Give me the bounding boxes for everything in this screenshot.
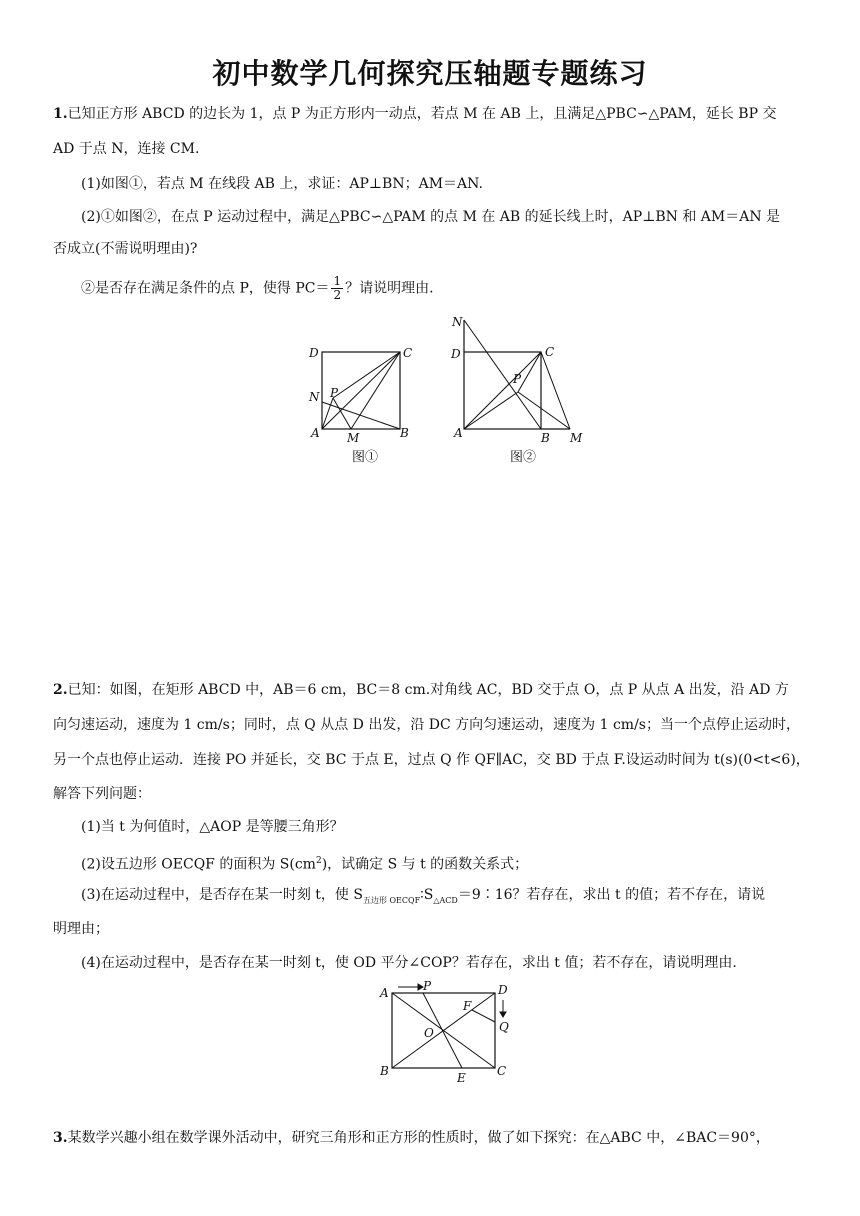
q1-part3 [81,275,841,302]
q2-text1: 已知：如图，在矩形 ABCD 中，AB＝6 cm，BC＝8 cm.对角线 AC，BD 交于点 O，点 P 从点 A 出发，沿 AD 方 [67,682,789,698]
fig3-label-o: O [424,1026,434,1040]
fig2-label-m: M [570,431,583,445]
fig2-label-b: B [541,431,550,445]
q1-part1: (1)如图①，若点 M 在线段 AB 上，求证：AP⊥BN；AM＝AN. [81,176,483,192]
fraction-numerator: 1 [333,274,342,288]
q2-sub2-text: (2)设五边形 OECQF 的面积为 S(cm [81,856,316,873]
q2-sub3-subscript1: 五边形 OECQF [362,895,421,905]
fig2-label-a: A [454,426,463,440]
figure-1 [300,340,430,470]
q2-sub2-sup: 2 [315,856,322,866]
fig1-label-p: P [330,386,339,400]
q2-sub3-subscript2: △ACD [433,895,458,905]
fig3-label-a: A [380,986,389,1000]
fig2-caption: 图② [510,450,537,465]
fig1-label-c: C [403,346,413,360]
fig3-label-f: F [463,999,472,1013]
q2-sub4: (4)在运动过程中，是否存在某一时刻 t，使 OD 平分∠COP？若存在，求出 t 值；若不存在，请说明理由. [81,955,737,971]
fig1-label-d: D [309,346,319,360]
q2-sub2-end: )，试确定 S 与 t 的函数关系式； [321,856,529,873]
q1-part2b: 否成立(不需说明理由)? [53,241,198,257]
q2-sub2 [81,851,841,875]
q2-sub1: (1)当 t 为何值时，△AOP 是等腰三角形？ [81,819,344,835]
figure-2 [448,310,588,470]
q2-number: 2. [53,682,68,698]
fig3-label-e: E [457,1071,466,1085]
fraction-denominator: 2 [333,288,342,302]
fig2-label-d: D [451,347,461,361]
q1-line1 [53,104,813,124]
figure-3-lines [392,993,495,1068]
q2-line2: 向匀速运动，速度为 1 cm/s；同时，点 Q 从点 D 出发，沿 DC 方向匀速运动，速度为 1 cm/s；当一个点停止运动时， [53,717,800,733]
fig1-caption: 图① [352,450,379,465]
q2-sub3 [81,885,841,911]
fig2-label-n: N [452,315,463,329]
fig1-label-n: N [309,390,320,404]
q2-sub3-cont: 明理由； [53,921,109,937]
fig3-label-p: P [423,979,432,993]
q3-text1: 某数学兴趣小组在数学课外活动中，研究三角形和正方形的性质时，做了如下探究：在△ABC 中，∠BAC＝90°， [67,1130,770,1146]
q3-line1 [53,1128,813,1148]
q2-line4: 解答下列问题： [53,786,151,802]
q2-sub3-ratio: ∶S [420,887,434,903]
fig1-label-b: B [400,426,409,440]
figure-3 [372,978,522,1088]
q2-line1 [53,680,813,700]
fraction-one-half [331,275,343,302]
q2-line3: 另一个点也停止运动．连接 PO 并延长，交 BC 于点 E，过点 Q 作 QF∥AC，交 BD 于点 F.设运动时间为 t(s)(0<t<6)， [53,752,810,768]
fig3-label-q: Q [499,1020,509,1034]
fig3-label-d: D [498,983,508,997]
q1-number: 1. [53,106,68,122]
fig2-label-p: P [513,372,522,386]
q1-line2: AD 于点 N，连接 CM. [53,141,200,157]
fig3-label-b: B [380,1064,389,1078]
fig1-label-a: A [311,426,320,440]
fig3-label-c: C [497,1064,507,1078]
q2-sub3-end: ＝9∶16？若存在，求出 t 的值；若不存在，请说 [457,887,766,903]
q1-text: 已知正方形 ABCD 的边长为 1，点 P 为正方形内一动点，若点 M 在 AB 上，且满足△PBC∽△PAM，延长 BP 交 [67,106,777,122]
q2-sub3-text: (3)在运动过程中，是否存在某一时刻 t，使 S [81,887,363,903]
q1-part2a: (2)①如图②，在点 P 运动过程中，满足△PBC∽△PAM 的点 M 在 AB 的延长线上时，AP⊥BN 和 AM＝AN 是 [81,209,781,225]
arrows [398,984,506,1017]
fig1-label-m: M [347,431,360,445]
q3-number: 3. [53,1130,68,1146]
q1-part3-end: ？请说明理由. [345,280,434,297]
fig2-label-c: C [545,345,555,359]
page-title: 初中数学几何探究压轴题专题练习 [212,57,648,90]
q1-part3-text: ②是否存在满足条件的点 P，使得 PC＝ [81,280,330,297]
